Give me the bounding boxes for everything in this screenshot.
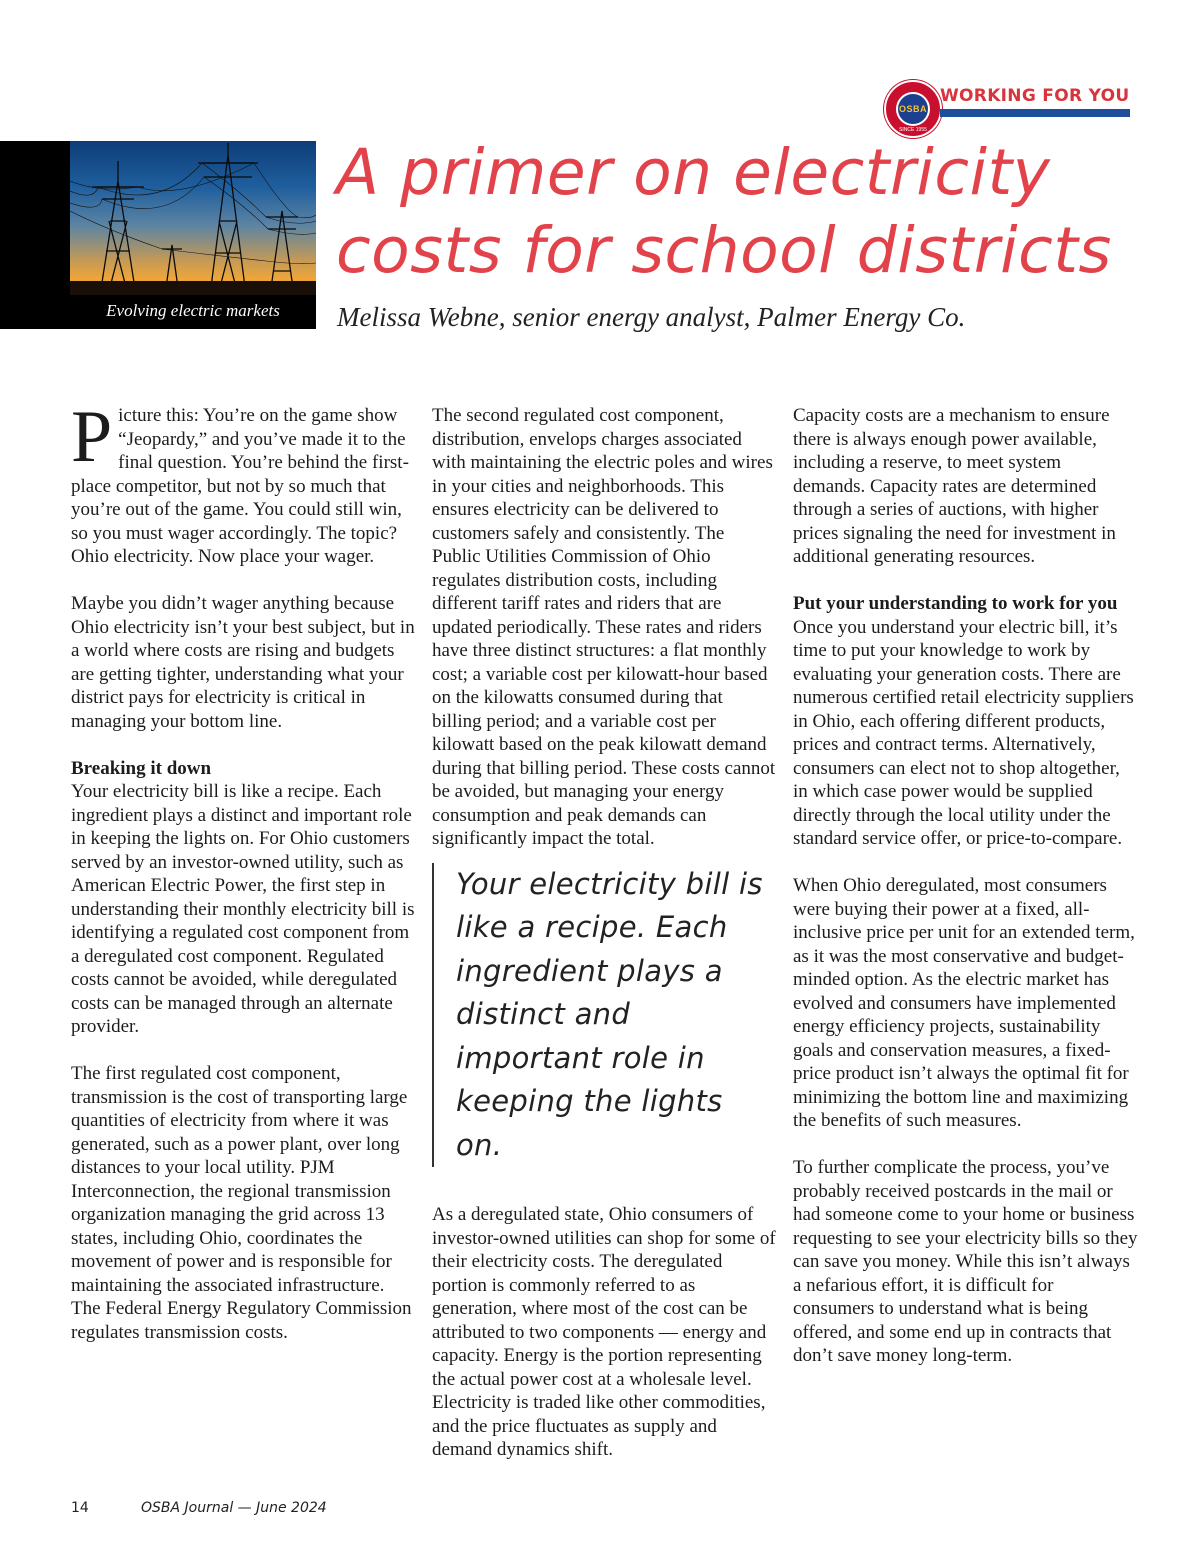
page-footer xyxy=(71,1500,327,1516)
photo-caption: Evolving electric markets xyxy=(106,301,280,320)
journal-issue: OSBA Journal — June 2024 xyxy=(141,1500,327,1516)
article-column-3 xyxy=(793,404,1138,1368)
section-label: WORKING FOR YOU xyxy=(940,86,1130,106)
intro-paragraph: Picture this: You’re on the game show “Jeopardy,” and you’ve made it to the final question. You’re behind the first-place competitor, but not by so much that you’re out of the game. You could still win, so you must wager accordingly. The topic? Ohio electricity. Now place your wager. xyxy=(71,396,409,567)
body-paragraph: Once you understand your electric bill, it’s time to put your knowledge to work by evaluating your generation costs. There are numerous certified retail electricity suppliers in Ohio, each offering different products, prices and contract terms. Alternatively, consumers can elect not to shop altogether, in which case power would be supplied directly through the local utility under the standard service offer, or price-to-compare. xyxy=(793,616,1134,849)
subheading-breaking-it-down: Breaking it down xyxy=(71,757,212,779)
article-column-2 xyxy=(432,404,777,1462)
osba-seal-logo xyxy=(884,80,942,138)
article-title: A primer on electricity costs for school districts xyxy=(336,136,1112,287)
page-number: 14 xyxy=(71,1500,89,1516)
body-paragraph: To further complicate the process, you’ve probably received postcards in the mail or had someone come to your home or business requesting to see your electricity bills so they can save you money. While this isn’t always a nefarious effort, it is difficult for consumers to understand what is being offered, and some end up in contracts that don’t save money long-term. xyxy=(793,1157,1138,1366)
body-paragraph: The second regulated cost component, distribution, envelops charges associated with maintaining the electric poles and wires in your cities and neighborhoods. This ensures electricity can be delivered to customers safely and consistently. The Public Utilities Commission of Ohio regulates distribution costs, including different tariff rates and riders that are updated periodically. These rates and riders have three distinct structures: a flat monthly cost; a variable cost per kilowatt-hour based on the kilowatts consumed during that billing period; and a variable cost per kilowatt based on the peak kilowatt demand during that billing period. These costs cannot be avoided, but managing your energy consumption and peak demands can significantly impact the total. xyxy=(432,405,776,849)
power-lines-photo xyxy=(70,141,316,295)
body-paragraph: As a deregulated state, Ohio consumers of investor-owned utilities can shop for some of their electricity costs. The deregulated portion is commonly referred to as generation, where most of the cost can be attributed to two components — energy and capacity. Energy is the portion representing the actual power cost at a wholesale level. Electricity is traded like other commodities, and the price fluctuates as supply and demand dynamics shift. xyxy=(432,1204,776,1460)
body-paragraph: Capacity costs are a mechanism to ensure there is always enough power available, including a reserve, to meet system demands. Capacity rates are determined through a series of auctions, with higher prices signaling the need for investment in additional generating resources. xyxy=(793,405,1116,567)
subheading-put-understanding-to-work: Put your understanding to work for you xyxy=(793,593,1118,614)
article-column-1 xyxy=(71,396,416,1344)
section-badge xyxy=(884,80,1130,133)
transmission-towers-graphic xyxy=(70,141,316,295)
body-paragraph: Maybe you didn’t wager anything because Ohio electricity isn’t your best subject, but in a world where costs are rising and budgets are getting tighter, understanding what your district pays for electricity is critical in managing your bottom line. xyxy=(71,593,415,732)
drop-cap: P xyxy=(71,396,113,478)
header-photo-block xyxy=(0,141,316,329)
body-paragraph: The first regulated cost component, transmission is the cost of transporting large quantities of electricity from where it was generated, such as a power plant, over long distances to your local utility. PJM Interconnection, the regional transmission organization managing the grid across 13 states, including Ohio, coordinates the movement of power and is responsible for maintaining the associated infrastructure. The Federal Energy Regulatory Commission regulates transmission costs. xyxy=(71,1063,412,1343)
body-paragraph: When Ohio deregulated, most consumers were buying their power at a fixed, all-inclusive price per unit for an extended term, as it was the most conservative and budget-minded option. As the electric market has evolved and consumers have implemented energy efficiency projects, sustainability goals and conservation measures, a fixed-price product isn’t always the optimal fit for minimizing the bottom line and maximizing the benefits of such measures. xyxy=(793,875,1135,1131)
logo-year: SINCE 1955 xyxy=(899,127,927,133)
section-rule xyxy=(940,109,1130,117)
logo-text: OSBA xyxy=(898,104,927,114)
body-paragraph: Your electricity bill is like a recipe. Each ingredient plays a distinct and important role in keeping the lights on. For Ohio customers served by an investor-owned utility, such as American Electric Power, the first step in understanding their monthly electricity bill is identifying a regulated cost component from a deregulated cost component. Regulated costs cannot be avoided, while deregulated costs can be managed through an alternate provider. xyxy=(71,781,415,1037)
article-byline: Melissa Webne, senior energy analyst, Palmer Energy Co. xyxy=(337,302,966,332)
pull-quote: Your electricity bill is like a recipe. Each ingredient plays a distinct and important role in keeping the lights on. xyxy=(432,863,777,1168)
